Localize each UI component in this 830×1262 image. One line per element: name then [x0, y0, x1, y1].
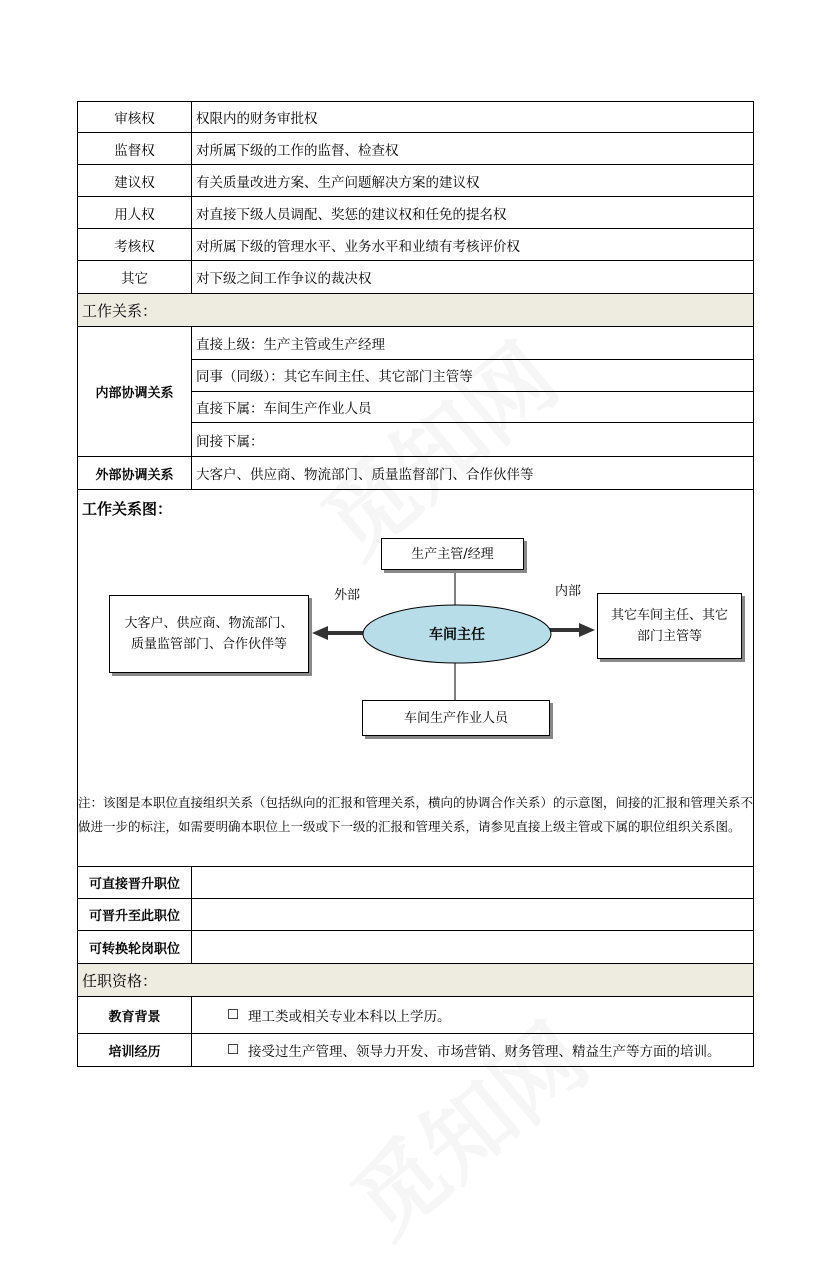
internal-relations-row — [78, 327, 753, 457]
authority-row — [78, 197, 753, 229]
checkbox-icon: ☐ — [226, 1042, 240, 1058]
qualification-label: 培训经历 — [78, 1034, 192, 1066]
authority-label: 建议权 — [78, 165, 192, 196]
career-value — [192, 931, 753, 963]
superior-box-label: 生产主管/经理 — [411, 546, 494, 562]
external-parties-box — [109, 595, 309, 673]
internal-relation-item: 间接下属： — [196, 433, 264, 450]
career-label: 可晋升至此职位 — [78, 899, 192, 930]
internal-relations-label: 内部协调关系 — [78, 327, 192, 456]
qualification-text: 理工类或相关专业本科以上学历。 — [248, 1009, 451, 1025]
qualification-row — [78, 997, 753, 1034]
internal-relation-item: 同事（同级）：其它车间主任、其它部门主管等 — [192, 360, 753, 392]
qualification-value — [192, 1034, 753, 1066]
internal-relation-item: 直接上级：生产主管或生产经理 — [192, 327, 753, 360]
center-role-label: 车间主任 — [429, 627, 485, 643]
authority-label: 审核权 — [78, 102, 192, 132]
internal-relation-item: 直接下属：车间生产作业人员 — [192, 392, 753, 424]
external-relations-label: 外部协调关系 — [78, 457, 192, 489]
qualification-text: 接受过生产管理、领导力开发、市场营销、财务管理、精益生产等方面的培训。 — [248, 1044, 721, 1060]
external-relations-value: 大客户、供应商、物流部门、质量监督部门、合作伙伴等 — [196, 467, 534, 483]
internal-direction-label: 内部 — [555, 584, 582, 599]
authority-row — [78, 133, 753, 165]
diagram-note: 注：该图是本职位直接组织关系（包括纵向的汇报和管理关系，横向的协调合作关系）的示意图，间接的汇报和管理关系不做进一步的标注，如需要明确本职位上一级或下一级的汇报和管理关系，请参见直接上级主管或下属的职位组织关系图。 — [78, 795, 754, 834]
authority-value: 有关质量改进方案、生产问题解决方案的建议权 — [196, 174, 480, 191]
authority-row — [78, 165, 753, 197]
superior-box — [381, 538, 524, 570]
external-direction-label: 外部 — [334, 588, 361, 603]
authority-row — [78, 101, 753, 133]
internal-peers-box-label: 其它车间主任、其它部门主管等 — [610, 608, 728, 644]
section-header-qualifications: 任职资格： — [78, 964, 753, 997]
authority-value: 对所属下级的管理水平、业务水平和业绩有考核评价权 — [196, 238, 520, 255]
arrow-left-head — [312, 626, 328, 640]
career-row — [78, 899, 753, 931]
authority-value: 对下级之间工作争议的裁决权 — [196, 271, 372, 287]
external-parties-box-label: 大客户、供应商、物流部门、质量监管部门、合作伙伴等 — [124, 616, 294, 652]
arrow-right-head — [579, 623, 595, 637]
qualification-row — [78, 1034, 753, 1067]
authority-label: 监督权 — [78, 133, 192, 164]
career-row — [78, 867, 753, 899]
subordinate-box-label: 车间生产作业人员 — [403, 710, 508, 726]
authority-value: 对直接下级人员调配、奖惩的建议权和任免的提名权 — [196, 206, 507, 223]
career-label: 可转换轮岗职位 — [78, 931, 192, 963]
authority-label: 考核权 — [78, 229, 192, 260]
qualification-label: 教育背景 — [78, 997, 192, 1033]
diagram-title: 工作关系图： — [82, 500, 173, 518]
internal-relations-list — [192, 327, 753, 456]
relationship-diagram — [78, 490, 753, 867]
career-label: 可直接晋升职位 — [78, 867, 192, 898]
career-value — [192, 899, 753, 930]
authority-row — [78, 229, 753, 261]
authority-value: 对所属下级的工作的监督、检查权 — [196, 142, 399, 159]
checkbox-icon: ☐ — [226, 1007, 240, 1023]
authority-label: 用人权 — [78, 197, 192, 228]
authority-row — [78, 261, 753, 294]
section-header-work-relations: 工作关系： — [78, 294, 753, 327]
external-relations-row — [78, 457, 753, 490]
career-value — [192, 867, 753, 898]
authority-label: 其它 — [78, 261, 192, 293]
qualification-value — [192, 997, 753, 1033]
authority-value: 权限内的财务审批权 — [196, 111, 318, 127]
internal-peers-box — [597, 593, 742, 659]
job-description-document — [77, 101, 754, 1067]
career-row — [78, 931, 753, 964]
subordinate-box — [362, 700, 550, 736]
